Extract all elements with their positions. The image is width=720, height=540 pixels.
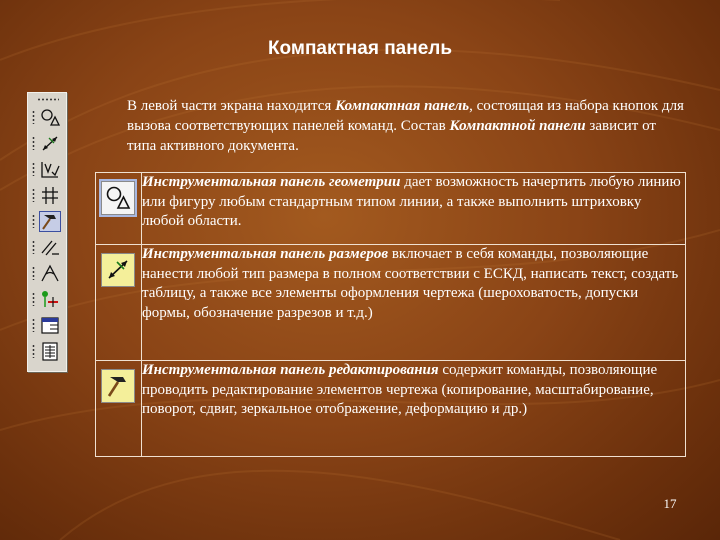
intro-emphasis-2: Компактной панели (449, 118, 586, 134)
symbols-icon (40, 160, 60, 179)
dimensions-button[interactable] (31, 133, 63, 154)
report-icon (40, 342, 60, 361)
intro-text-3: зависит от типа активного документа. (127, 118, 656, 154)
row-text: включает в себя команды, позволяющие нанести любой тип размера в полном соответствии с ЕСКД, написать текст, создать таблицу, а также все элементы оформления чертежа (шероховатость, допуски формы, обозначение разрезов и т.д.) (142, 246, 679, 321)
hatch-icon (40, 186, 60, 205)
intro-paragraph (127, 96, 687, 156)
row-title: Инструментальная панель размеров (142, 246, 389, 262)
parametrization-button[interactable] (31, 237, 63, 258)
row-description (142, 361, 686, 457)
geometry-button[interactable] (31, 107, 63, 128)
editing-icon (40, 212, 60, 231)
page-number: 17 (663, 496, 677, 511)
row-description (142, 173, 686, 245)
selection-icon (40, 290, 60, 309)
toolbar-grip[interactable] (37, 98, 59, 101)
row-text: дает возможность начертить любую линию или фигуру любым стандартным типом линии, а также выполнить штриховку любой области. (142, 174, 681, 229)
table-row (96, 361, 686, 457)
dimensions-icon (40, 134, 60, 153)
row-title: Инструментальная панель редактирования (142, 362, 439, 378)
geometry-icon (40, 108, 60, 127)
spec-icon (40, 316, 60, 335)
row-text: содержит команды, позволяющие проводить редактирование элементов чертежа (копирование, масштабирование, поворот, сдвиг, зеркальное отображение, деформацию и др.) (142, 362, 658, 417)
icon-cell (96, 361, 142, 457)
selection-button[interactable] (31, 289, 63, 310)
hatch-button[interactable] (31, 185, 63, 206)
icon-cell (96, 173, 142, 245)
measure-button[interactable] (31, 263, 63, 284)
symbols-button[interactable] (31, 159, 63, 180)
report-button[interactable] (31, 341, 63, 362)
measure-icon (40, 264, 60, 283)
table-row (96, 173, 686, 245)
compact-toolbar (27, 92, 67, 372)
spec-button[interactable] (31, 315, 63, 336)
dimensions-toolbar-icon (101, 253, 135, 287)
intro-emphasis-1: Компактная панель (335, 98, 470, 114)
editing-toolbar-icon (101, 369, 135, 403)
intro-text-1: В левой части экрана находится (127, 98, 336, 114)
icon-cell (96, 245, 142, 361)
intro-text-2: , состоящая из набора кнопок для вызова соответствующих панелей команд. Состав (127, 98, 684, 134)
row-title: Инструментальная панель геометрии (142, 174, 401, 190)
parametrization-icon (40, 238, 60, 257)
table-row (96, 245, 686, 361)
slide-title: Компактная панель (267, 38, 453, 59)
editing-button[interactable] (31, 211, 63, 232)
row-description (142, 245, 686, 361)
geometry-toolbar-icon (101, 181, 135, 215)
toolbars-table (95, 172, 686, 457)
